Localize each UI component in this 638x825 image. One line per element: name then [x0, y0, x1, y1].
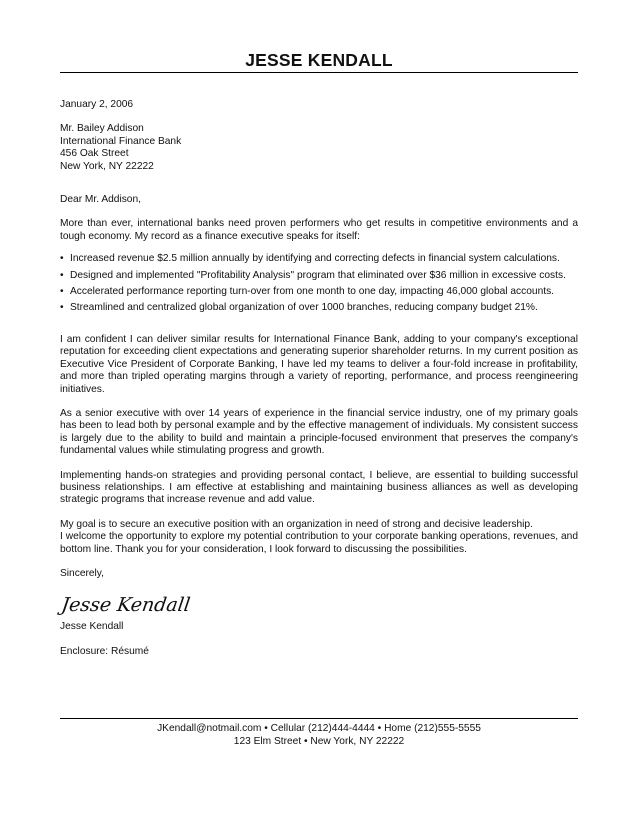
handwritten-signature: Jesse Kendall [60, 594, 192, 617]
list-item: • Designed and implemented "Profitability Analysis" program that eliminated over $36 million in excessive costs. [60, 270, 578, 282]
goal-paragraph [60, 519, 578, 556]
letterhead-name: JESSE KENDALL [245, 50, 393, 70]
footer-rule [60, 718, 578, 719]
list-item: • Streamlined and centralized global organization of over 1000 branches, reducing company budget 21%. [60, 302, 578, 314]
letter-date: January 2, 2006 [60, 99, 134, 110]
list-item: • Accelerated performance reporting turn-over from one month to one day, impacting 46,000 global accounts. [60, 286, 578, 298]
achievements-list [60, 253, 578, 315]
recipient-name: Mr. Bailey Addison [60, 123, 144, 135]
body-paragraph: I am confident I can deliver similar results for International Finance Bank, adding to your company's exceptional reputation for exceeding client expectations and generating superior shareholder returns. In my current position as Executive Vice President of Corporate Banking, I have led my teams to deliver a four-fold increase in profitability, and more than tripled operating margins through a variety of reporting, performance, and process reengineering initiatives. [60, 333, 578, 395]
recipient-street: 456 Oak Street [60, 148, 129, 160]
list-item: • Increased revenue $2.5 million annually by identifying and correcting defects in financial system calculations. [60, 253, 578, 265]
body-paragraph: Implementing hands-on strategies and providing personal contact, I believe, are essential to building successful business relationships. I am effective at establishing and maintaining business alliances as well as developing strategic programs that increase revenue and add value. [60, 469, 578, 506]
recipient-company: International Finance Bank [60, 135, 182, 147]
salutation: Dear Mr. Addison, [60, 194, 141, 206]
typed-name: Jesse Kendall [60, 621, 124, 633]
contact-footer [60, 722, 578, 748]
recipient-address [60, 123, 578, 173]
goal-rest: I welcome the opportunity to explore my potential contribution to your corporate banking operations, revenues, and bottom line. Thank you for your consideration, I look forward to discussing the possibilities. [60, 531, 578, 555]
footer-contact-line: JKendall@notmail.com • Cellular (212)444-4444 • Home (212)555-5555 [157, 723, 481, 734]
letter-body [60, 99, 578, 658]
footer-address-line: 123 Elm Street • New York, NY 22222 [233, 736, 405, 747]
intro-paragraph: More than ever, international banks need proven performers who get results in competitive environments and a tough economy. My record as a finance executive speaks for itself: [60, 218, 578, 242]
recipient-city: New York, NY 22222 [60, 160, 154, 172]
enclosure-note: Enclosure: Résumé [60, 645, 149, 657]
closing: Sincerely, [60, 567, 104, 579]
letterhead-rule [60, 72, 578, 73]
body-paragraph: As a senior executive with over 14 years of experience in the financial service industry, one of my primary goals has been to lead both by personal example and by the effective management of individuals. My consistent success is largely due to the ability to build and maintain a principle-focused environment that preserves the company's fundamental values while stimulating progress and growth. [60, 407, 578, 457]
goal-line: My goal is to secure an executive position with an organization in need of strong and decisive leadership. [60, 518, 533, 530]
